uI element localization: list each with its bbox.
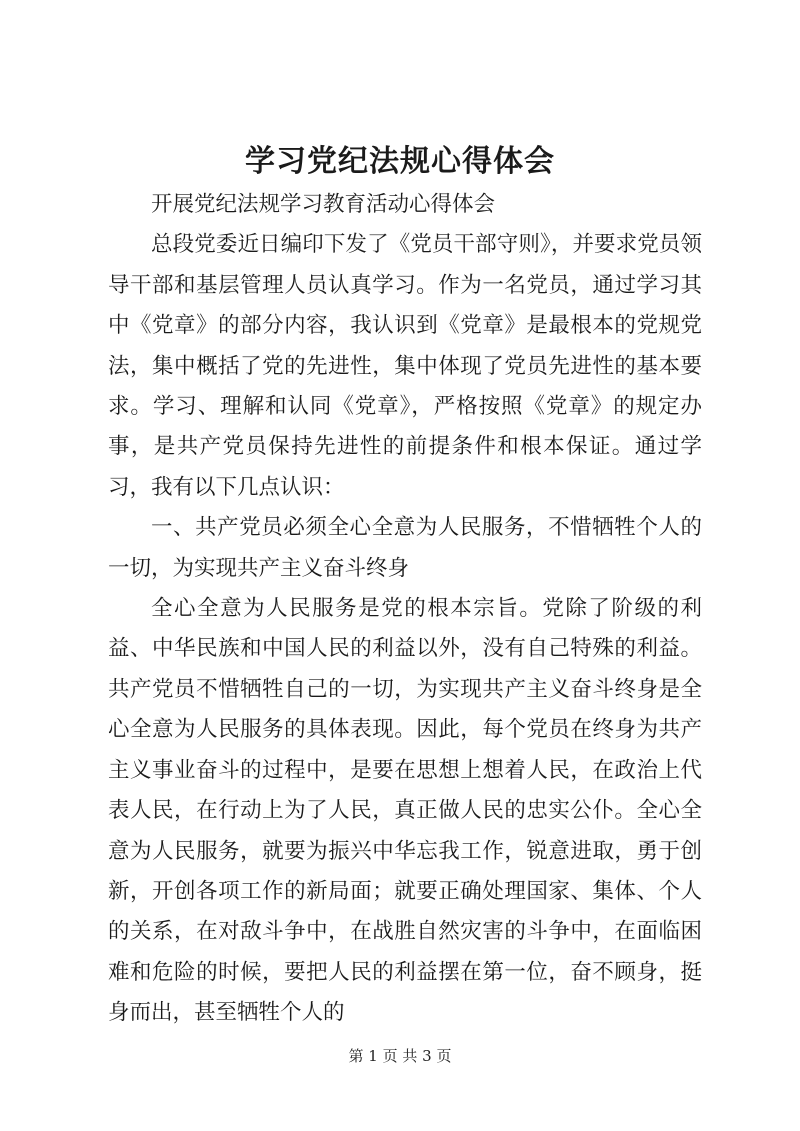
document-body <box>108 185 702 1034</box>
section-heading-1: 一、共产党员必须全心全意为人民服务，不惜牺牲个人的一切，为实现共产主义奋斗终身 <box>108 515 702 581</box>
subtitle-paragraph: 开展党纪法规学习教育活动心得体会 <box>151 192 496 217</box>
section-paragraph-1: 全心全意为人民服务是党的根本宗旨。党除了阶级的利益、中华民族和中国人民的利益以外，没有自己特殊的利益。共产党员不惜牺牲自己的一切，为实现共产主义奋斗终身是全心全意为人民服务的具体表现。因此，每个党员在终身为共产主义事业奋斗的过程中，是要在思想上想着人民，在政治上代表人民，在行动上为了人民，真正做人民的忠实公仆。全心全意为人民服务，就要为振兴中华忘我工作，锐意进取，勇于创新，开创各项工作的新局面；就要正确处理国家、集体、个人的关系，在对敌斗争中，在战胜自然灾害的斗争中，在面临困难和危险的时候，要把人民的利益摆在第一位，奋不顾身，挺身而出，甚至牺牲个人的 <box>108 596 702 1026</box>
intro-paragraph: 总段党委近日编印下发了《党员干部守则》，并要求党员领导干部和基层管理人员认真学习。作为一名党员，通过学习其中《党章》的部分内容，我认识到《党章》是最根本的党规党法，集中概括了党的先进性，集中体现了党员先进性的基本要求。学习、理解和认同《党章》，严格按照《党章》的规定办事，是共产党员保持先进性的前提条件和根本保证。通过学习，我有以下几点认识： <box>108 232 702 500</box>
page-number-footer: 第 1 页 共 3 页 <box>348 1047 452 1065</box>
document-title: 学习党纪法规心得体会 <box>245 144 555 179</box>
